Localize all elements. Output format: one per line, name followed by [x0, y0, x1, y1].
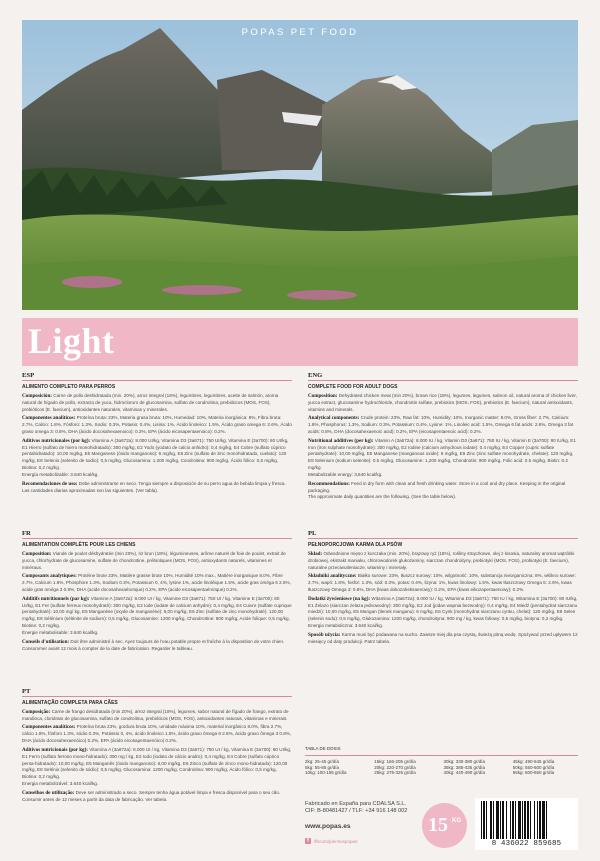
composition-paragraph: Composition: Viande de poulet déshydratée (min 20%), riz brun (18%), légumineuses, arôme naturel de foie de poulet, extrait de yucca, chlorhydrate de glucosamine, sulfate de chondroïtine, prébiotiques (MOS, FOS), antioxydants naturels, vitamines et minéraux. — [22, 551, 286, 570]
facebook-handle: /fbcom/piensospopas — [314, 838, 358, 844]
section-pt — [22, 688, 292, 805]
barcode-bars-icon — [481, 801, 572, 839]
dosage-cell: 25kg: 275-325 gr/día — [374, 770, 416, 776]
analytic-paragraph: Analytical components: Crude protein: 23%, Raw fat: 10%, Humidity: 10%, Inorganic matter: 8.0%, Gross fiber: 2.7%, Calcium: 1.8%, Phosphorus: 1.3%, Sodium: 0.3%, Potassium: 0.4%, Lysine: 1%, Linoleic acid: 1.5%, Omega 6 fat acids: 2.6%, Omega 3 fat acids: 0.8%, DHA (docosahexaenoic acid): 0.2%, EPA (eicosapentaenoic acid): 0.2%. — [308, 415, 574, 435]
dosage-cell: 20kg: 220-270 gr/día — [374, 764, 416, 770]
weight-unit: KG — [452, 818, 461, 824]
section-heading: ALIMENTO COMPLETO PARA PERROS — [22, 384, 116, 390]
section-heading: PEŁNOPORCJOWA KARMA DLA PSÓW — [308, 542, 403, 548]
analytic-paragraph: Składniki analityczne: Białko surowe: 23%, tłuszcz surowy: 10%, wilgotność: 10%, substancja nieorganiczna: 8%, włókno surowe: 2.7%, wapń: 1.8%, fosfor: 1.3%, sód: 0.3%, potas: 0.4%, lizyna: 1%, kwas linolowy: 1.5%, kwas tłuszczowy Omega 6: 2.6%, kwas tłuszczowy Omega 3: 0.8%, DHA (kwas dokozaheksaenowy): 0.2%, EPA (kwas eikozapentaenowy): 0.2%. — [308, 573, 576, 593]
barcode — [475, 798, 578, 850]
manufacturer-info — [305, 801, 407, 815]
language-code: PL — [308, 530, 317, 537]
recommend-paragraph: Conseils d'utilisation: Doit être administré à sec. Ayez toujours de l'eau potable propre et fraîche à la disposition de votre chien. Consommer avant 12 mois à compter de la date de fabrication. Regarder le tableau. — [22, 638, 285, 651]
additives-paragraph: Dodatki żywieniowe (na kg): Witamina A (3a672a): 8.000 IU / kg, Witamina D3 (3a671): 750 IU / kg, Witamina E (3a700): 80 IU/kg, E1 Żelazo (siarczan żelaza jednowodny): 300 mg/kg, E2 Jod (jodan wapnia bezwodny): 0,4 mg/kg, E4 Miedź (pentahydrat siarczanu miedzi): 10,00 mg/kg, E5 Mangan (tlenek manganu): 6 mg/kg, E6 Cynk (monohydrat siarczanu cynku, chelat): 120 mg/kg, E8 Selen (selenin sodu): 0,5 mg/kg, Glukozamina: 1200 mg/kg, chondroityna: 900 mg / kg, kwas foliowy: 0,5 mg/kg, biotyna: 0,2 mg/kg. Energia metaboliczna: 3.640 kcal/kg. — [308, 595, 578, 629]
product-title-band — [22, 318, 578, 366]
website-link[interactable]: www.popas.es — [305, 823, 351, 830]
section-divider — [308, 538, 578, 539]
language-code: ENG — [308, 372, 323, 379]
composition-paragraph: Composition: Dehydrated chicken meat (min 20%), brown rice (18%), legumes, legumes, salmon oil, natural aroma of chicken liver, yucca extract, glucosamine hydrochloride, chondroitin sulfate, prebiotics (MOS, FOS), prebiotics (E. faecium), natural antioxidants, vitamins and minerals. — [308, 393, 577, 412]
hero-landscape-photo — [22, 20, 578, 310]
dosage-cell: 55kg: 600-650 gr/día — [512, 770, 555, 776]
brand-name: POPAS PET FOOD — [241, 27, 359, 38]
dosage-cell: 35kg: 385-435 gr/día — [443, 764, 486, 770]
analytic-paragraph: Componentes analíticos: Proteína bruta 23%, gordura bruta 10%, umidade máxima 10%, material inorgânico 8.0%, fibra 2.7%, cálcio 1.8%, fósforo 1.3%, sódio 0.3%, Potássio 0, 4%, ácido linoleico 1.5%, ácido graxo ômega 6 2.6%, ácido graxo ômega 3 0.8%, DHA (ácido docosahexaenóico) 0.2%, EPA (ácido eicosapentaenóico) 0.2%. — [22, 724, 292, 744]
dosage-cell: 40kg: 440-490 gr/día — [443, 770, 486, 776]
product-title: Light — [28, 321, 115, 361]
dosage-cell: 10kg: 100-155 gr/día — [305, 770, 347, 776]
additives-paragraph: Nutritional additives (per kg): Vitamin A (3a672a): 8.000 IU / kg, Vitamin D3 (3a671): 750 IU / kg, Vitamin E (3a700): 80 IU/kg, E1 Iron (iron sulphate monohydrate): 300 mg/kg, E2 Iodine (calcium anhydrous iodate): 0.4 mg/kg, E4 Copper (cupric sulfate pentahydrate): 10,00 mg/kg, E5 Manganese (manganous oxide): 6 mg/kg, E6 Zinc (zinc sulfate monohydrate, chelate): 120 mg/kg, E8 Selenium (sodium selenite): 0.5 mg/kg, Glucosamine: 1,200 mg/kg, Chondroitin: 900 mg/kg, Folic acid: 0.5 mg/kg, Biotin: 0.2 mg/kg. Metabolizable energy: 3,640 kcal/kg. — [308, 437, 576, 478]
dosage-cell: 5kg: 55-85 gr/día — [305, 764, 340, 770]
dosage-cell: 50kg: 550-600 gr/día — [512, 764, 555, 770]
recommend-paragraph: Recomendaciones de uso: Debe administrarse en seco. Tenga siempre a disposición de su perro agua de bebida limpia y fresca. Las cantidades diarias aproximadas son las siguientes. (Ver tabla). — [22, 480, 286, 493]
additives-paragraph: Aditivos nutricionais (por kg): Vitamina A (3a672a): 8.000 UI / kg, Vitamina D3 (3a671): 750 UI / kg, Vitamina E (3a700): 80 UI/kg, E1 Ferro (sulfato ferroso mono-hidratado): 300 mg / kg, E2 Iodo (iodato de cálcio anidro): 0,4 mg/kg, E4 Cobre (sulfato cúprico penta-hidratado): 10,00 mg/kg, E5 Manganês (óxido manganoso): 6,00 mg/kg, E6 Zinco (sulfato de zinco mono-hidratado): 120,00 mg/kg, E8 Selénio (selenito de sódio): 0,5 mg/kg, Glucosamina: 1200 mg/kg, Condroitina: 900 mg/kg, Ácido fólico: 0,5 mg/kg, Biotina: 0,2 mg/kg. Energia metabolizável: 3.640 kcal/kg. — [22, 746, 292, 787]
dosage-table — [305, 746, 578, 790]
facebook-link[interactable] — [305, 838, 357, 844]
dosage-table-title: TABLA DE DOSIS — [305, 746, 341, 751]
analytic-paragraph: Composants analytiques: Protéine brute 23%, Matière grasse brute 10%, Humidité 10% max., Matière inorganique 8.0%, Fibre 2.7%, Calcium 1.8%, Phosphore 1.3%, Sodium 0.3%, Potassium 0, 4%, lysine 1%, acide linoléique 1.5%, acide gras oméga 6 2.6%, acide gras oméga 3 0.8%, DHA (acide docosahexaénoïque) 0.2%, EPA (acide eicosapentaénoïque) 0.2%. — [22, 573, 291, 593]
section-fr — [22, 530, 292, 654]
language-code: FR — [22, 530, 31, 537]
facebook-icon: f — [305, 838, 311, 844]
weight-value: 15 — [428, 814, 448, 836]
analytic-paragraph: Componentes analíticos: Proteína bruta: 23%, Materia grasa bruta: 10%, Humedad: 10%, Materia inorgánica: 8%, Fibra bruta: 2.7%, Calcio: 1.8%, Fósforo: 1.3%, Sodio: 0.3%, Potasio: 0.4%, Lisina: 1%, Ácido linoleico: 1.5%, Ácido graso omega 6: 2.6%, Ácido graso omega 3: 0.8%, DHA (ácido docosahexaenoico): 0.2%, EPA (ácido eicosapentaenoico): 0.2%. — [22, 415, 292, 435]
composition-paragraph: Skład: Odwodnione mięso z kurczaka (min. 20%), brązowy ryż (18%), rośliny strączkowe, olej z łososia, naturalny aromat wątróbki drobiowej, ekstrakt maniaku, chlorowodorek glukozaminy, siarczan chondroityny, prebiotyki (MOS, FOS), probiotyki (E. faecium), naturalne przeciwutleniacze, witaminy i minerały. — [308, 551, 575, 570]
dosage-divider — [305, 755, 578, 756]
section-eng — [308, 372, 578, 503]
section-heading: COMPLETE FOOD FOR ADULT DOGS — [308, 384, 398, 390]
weight-badge — [422, 803, 467, 848]
manufacturer-contact: CIF: B-80481427 / TLF: +34 916 148 002 — [305, 808, 408, 814]
additives-paragraph: Additifs nutritionnels (par kg): Vitamine A (3a672a): 8.000 UI / kg, Vitamine D3 (3a671): 750 UI / kg, Vitamine E (3a700): 80 UI/kg, E1 Fer (sulfate ferreux monohydraté): 300 mg/kg, E2 Iode (iodate de calcium anhydre): 0,4 mg/kg, E4 Cuivre (sulfate cuprique pentahydraté): 10,00 mg/ kg, E5 Manganèse (oxyde de manganèse): 6,00 mg/kg, E6 Zinc (sulfate de zinc monohydraté): 120,00 mg/kg, E8 Sélénium (sélénite de sodium): 0,5 mg/kg, Glucosamine: 1200 mg/kg, Chondroïtine: 900 mg/kg, Acide folique: 0,5 mg/kg, Biotine: 0,2 mg/kg. Énergie métabolisable: 3.640 kcal/kg. — [22, 595, 292, 636]
language-code: ESP — [22, 372, 35, 379]
dosage-cell: 45kg: 490-545 gr/día — [512, 759, 555, 764]
dosage-cell: 30kg: 330-380 gr/día — [443, 759, 486, 764]
dosage-cell: 15kg: 166-205 gr/día — [374, 759, 416, 764]
additives-paragraph: Aditivos nutricionales (por kg): Vitamina A (3a672a): 8.000 UI/kg, Vitamina D3 (3a671): 750 UI/kg, Vitamina E (3a700): 80 UI/kg, E1 Hierro (sulfato de hierro monohidratado): 300 mg/kg, E2 Yodo (yodato de calcio anhidro): 0,4 mg/kg, E4 Cobre (sulfato cúprico pentahidratado): 10,00 mg/kg, E5 Manganeso (óxido manganoso): 6 mg/kg, E6 Zinc (sulfato de zinc monohidratado, cuelato): 120 mg/kg, E8 Selenio (selenito de sodio): 0,5 mg/kg, Glucosamina: 1.200 mg/kg, Condroitina: 900 mg/kg, Ácido fólico: 0,5 mg/kg, Biotina: 0,2 mg/kg. Energía metabolizable: 3.640 kcal/kg. — [22, 437, 289, 478]
section-pl — [308, 530, 578, 647]
recommend-paragraph: Sposób użycia: Karma musi być podawana na sucho. Zawsze miej dla psa czystą, świeżą pitną wodę. Spożywać przed upływem 12 miesięcy od daty produkcji. Patrz tabela. — [308, 631, 578, 644]
section-divider — [22, 696, 292, 697]
composition-paragraph: Composição: Carne de frango desidratada (min 20%), arroz integral (18%), legumes, sabor natural de fígado de frango, extrato de mandioca, cloridrato de glucosamina, sulfato de condroitina, prebióticos (MOS, FOS), antioxidantes naturais, vitaminas e minerais. — [22, 709, 289, 721]
section-heading: ALIMENTAÇÃO COMPLETA PARA CÃES — [22, 700, 118, 706]
section-divider — [22, 538, 292, 539]
composition-paragraph: Composición: Carne de pollo deshidratada (min. 20%), arroz integral (18%), legumbres, legumbres, aceite de salmón, aroma natural de hígado de pollo, extracto de yuca, hidrocloruro de glucosamina, sulfato de condroitina, prebióticos (MOS, FOS), prebióticos (E. faecium), antioxidantes naturales, vitaminas y minerales. — [22, 393, 279, 412]
dosage-grid — [305, 759, 578, 776]
section-divider — [308, 380, 578, 381]
mountain-landscape-illustration — [22, 20, 578, 310]
dosage-cell: 2kg: 25-45 gr/día — [305, 759, 340, 764]
recommend-paragraph: Conselhos de utilização: Deve ser administrado a seco. Sempre tenha água potável limpa e fresca disponível para o seu cão. Consumir antes de 12 meses a partir da data de fabricação. Ver tabela. — [22, 789, 281, 802]
recommend-paragraph: Recommendations: Feed in dry form with clean and fresh drinking water. Store in a cool and dry place. Keeping in the original packaging. The approximate daily quantities are the following. (See the table below). — [308, 480, 566, 500]
section-esp — [22, 372, 292, 496]
section-divider — [22, 380, 292, 381]
manufacturer-line: Fabricado en España para CDALSA S.L. — [305, 801, 407, 807]
section-heading: ALIMENTATION COMPLÈTE POUR LES CHIENS — [22, 542, 136, 548]
language-code: PT — [22, 688, 31, 695]
barcode-digits: 8 436022 859685 — [491, 840, 562, 848]
